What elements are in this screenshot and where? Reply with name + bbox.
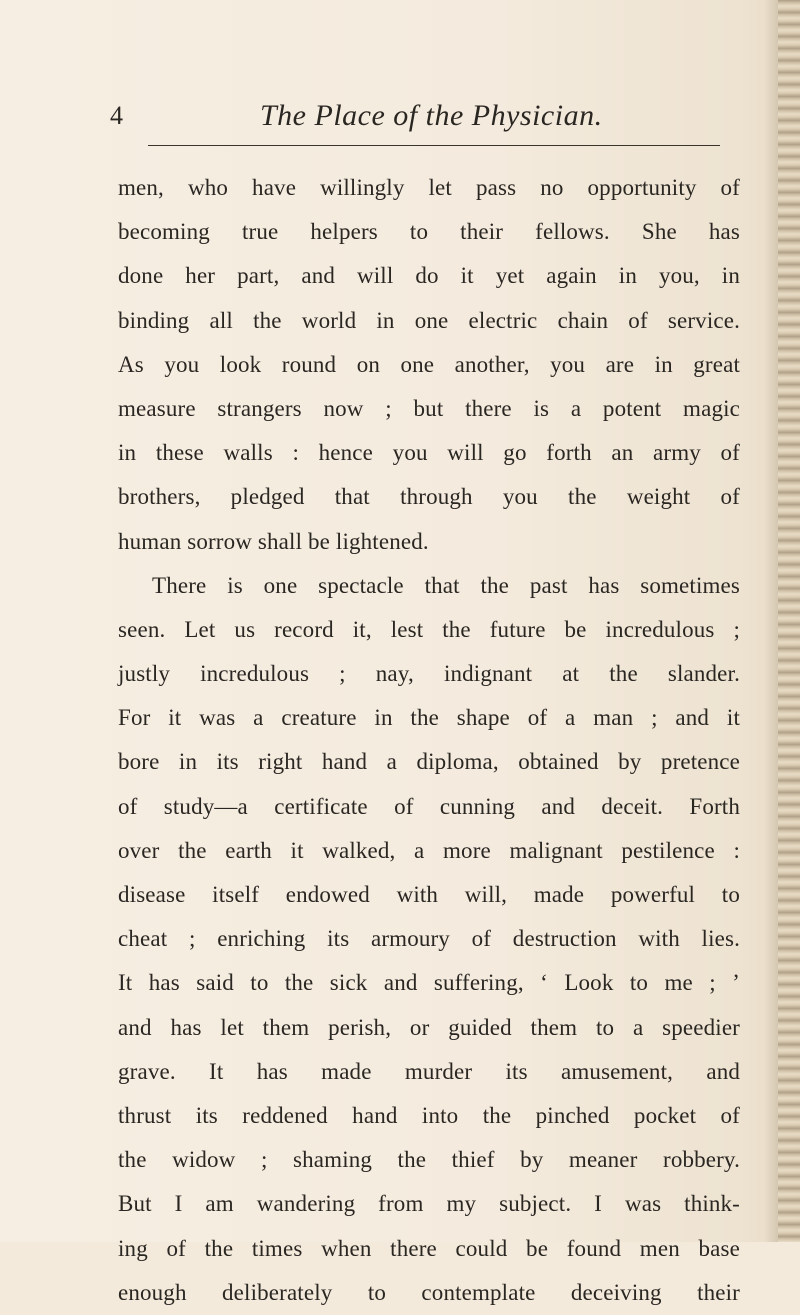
text-line: But I am wandering from my subject. I was think-: [118, 1191, 740, 1217]
text-line: binding all the world in one electric chain of service.: [118, 307, 740, 333]
text-line: enough deliberately to contemplate deceiving their: [118, 1279, 740, 1305]
text-line: cheat ; enriching its armoury of destruction with lies.: [118, 926, 740, 952]
header-rule: [148, 145, 720, 146]
page-gutter-shadow: [764, 0, 778, 1242]
text-line: and has let them perish, or guided them to a speedier: [118, 1014, 740, 1040]
text-line: justly incredulous ; nay, indignant at the slander.: [118, 661, 740, 687]
text-line: measure strangers now ; but there is a potent magic: [118, 395, 740, 421]
text-line: over the earth it walked, a more malignant pestilence :: [118, 837, 740, 863]
text-line: the widow ; shaming the thief by meaner robbery.: [118, 1147, 740, 1173]
body-text: [118, 166, 740, 1315]
text-line: ing of the times when there could be found men base: [118, 1235, 740, 1261]
text-line: in these walls : hence you will go forth an army of: [118, 440, 740, 466]
text-line-paragraph-end: human sorrow shall be lightened.: [118, 528, 429, 554]
text-line: brothers, pledged that through you the weight of: [118, 484, 740, 510]
text-line-indented: There is one spectacle that the past has sometimes: [152, 572, 740, 598]
page-number: 4: [110, 101, 123, 130]
text-line: seen. Let us record it, lest the future be incredulous ;: [118, 616, 740, 642]
text-line: men, who have willingly let pass no opportunity of: [118, 175, 740, 200]
text-line: For it was a creature in the shape of a man ; and it: [118, 705, 740, 731]
running-title: The Place of the Physician.: [260, 99, 603, 132]
page-edge: [778, 0, 800, 1242]
text-line: disease itself endowed with will, made powerful to: [118, 882, 740, 907]
text-line: of study—a certificate of cunning and deceit. Forth: [118, 793, 740, 819]
text-line: It has said to the sick and suffering, ‘ Look to me ; ’: [118, 970, 740, 996]
text-line: bore in its right hand a diploma, obtained by pretence: [118, 749, 740, 775]
text-line: As you look round on one another, you are in great: [118, 351, 740, 377]
text-line: done her part, and will do it yet again in you, in: [118, 263, 740, 289]
page-header: [110, 96, 720, 136]
text-line: grave. It has made murder its amusement, and: [118, 1058, 740, 1084]
text-line: thrust its reddened hand into the pinched pocket of: [118, 1102, 740, 1128]
text-line: becoming true helpers to their fellows. She has: [118, 219, 740, 245]
